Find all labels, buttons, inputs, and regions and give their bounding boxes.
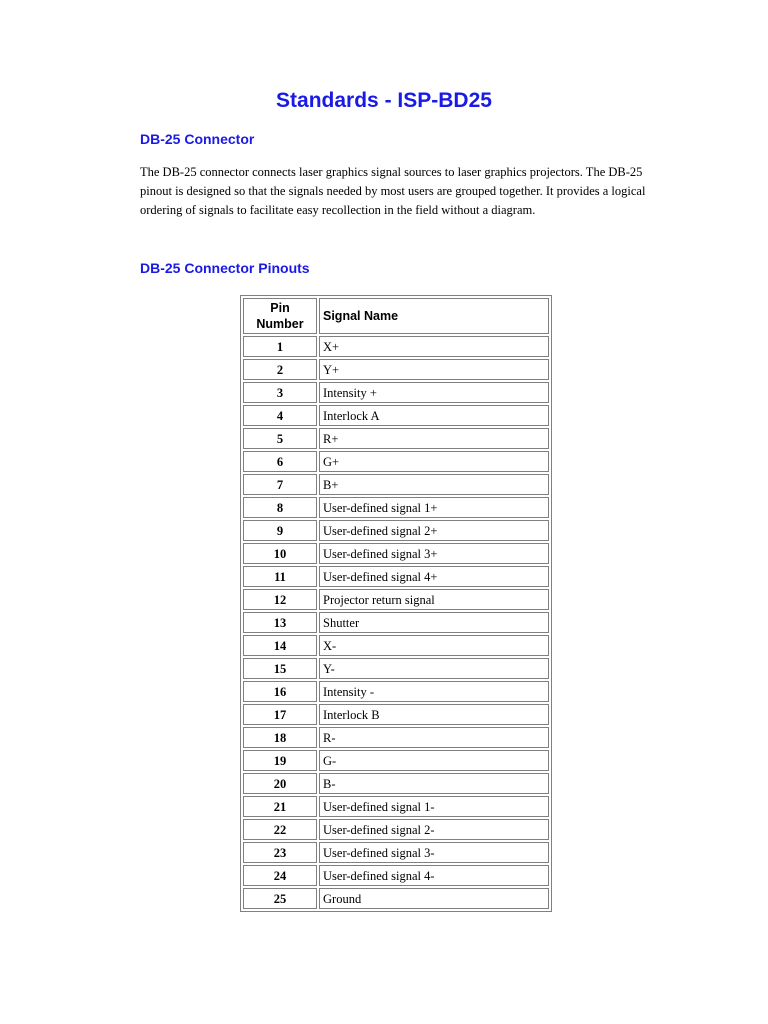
signal-name-cell: Intensity - xyxy=(319,681,549,702)
table-row xyxy=(243,589,549,610)
pin-number-cell: 6 xyxy=(243,451,317,472)
table-row xyxy=(243,382,549,403)
table-row xyxy=(243,888,549,909)
connector-section-heading: DB-25 Connector xyxy=(140,131,255,147)
signal-name-cell: R+ xyxy=(319,428,549,449)
table-row xyxy=(243,796,549,817)
signal-name-cell: Intensity + xyxy=(319,382,549,403)
pin-number-cell: 4 xyxy=(243,405,317,426)
signal-name-cell: B- xyxy=(319,773,549,794)
pin-number-cell: 13 xyxy=(243,612,317,633)
signal-name-cell: User-defined signal 1- xyxy=(319,796,549,817)
pin-number-cell: 21 xyxy=(243,796,317,817)
pin-number-cell: 24 xyxy=(243,865,317,886)
signal-name-cell: Shutter xyxy=(319,612,549,633)
table-row xyxy=(243,520,549,541)
pin-number-cell: 7 xyxy=(243,474,317,495)
pinout-table-header-row xyxy=(243,298,549,334)
pin-number-cell: 23 xyxy=(243,842,317,863)
pinouts-section-heading: DB-25 Connector Pinouts xyxy=(140,260,310,276)
pin-number-cell: 19 xyxy=(243,750,317,771)
table-row xyxy=(243,842,549,863)
signal-name-cell: Ground xyxy=(319,888,549,909)
pin-number-cell: 2 xyxy=(243,359,317,380)
table-row xyxy=(243,658,549,679)
signal-name-cell: Y- xyxy=(319,658,549,679)
signal-name-cell: Interlock A xyxy=(319,405,549,426)
pin-number-cell: 20 xyxy=(243,773,317,794)
signal-name-cell: Y+ xyxy=(319,359,549,380)
table-row xyxy=(243,865,549,886)
table-row xyxy=(243,566,549,587)
pin-number-cell: 15 xyxy=(243,658,317,679)
pin-number-cell: 3 xyxy=(243,382,317,403)
signal-name-cell: User-defined signal 2- xyxy=(319,819,549,840)
pin-number-cell: 14 xyxy=(243,635,317,656)
signal-name-column-header: Signal Name xyxy=(319,298,549,334)
table-row xyxy=(243,474,549,495)
pin-number-cell: 22 xyxy=(243,819,317,840)
table-row xyxy=(243,635,549,656)
pin-number-cell: 17 xyxy=(243,704,317,725)
signal-name-cell: User-defined signal 2+ xyxy=(319,520,549,541)
signal-name-cell: Interlock B xyxy=(319,704,549,725)
table-row xyxy=(243,681,549,702)
signal-name-cell: G+ xyxy=(319,451,549,472)
table-row xyxy=(243,612,549,633)
connector-description: The DB-25 connector connects laser graphics signal sources to laser graphics projectors. The DB-25 pinout is designed so that the signals needed by most users are grouped together. It provides a logical ordering of signals to facilitate easy recollection in the field without a diagram. xyxy=(140,165,646,217)
signal-name-cell: Projector return signal xyxy=(319,589,549,610)
signal-name-cell: R- xyxy=(319,727,549,748)
signal-name-cell: B+ xyxy=(319,474,549,495)
pin-number-column-header: Pin Number xyxy=(243,298,317,334)
signal-name-cell: User-defined signal 3- xyxy=(319,842,549,863)
signal-name-cell: User-defined signal 3+ xyxy=(319,543,549,564)
signal-name-cell: G- xyxy=(319,750,549,771)
pin-number-cell: 10 xyxy=(243,543,317,564)
table-row xyxy=(243,428,549,449)
table-row xyxy=(243,704,549,725)
table-row xyxy=(243,405,549,426)
table-row xyxy=(243,819,549,840)
signal-name-cell: User-defined signal 4+ xyxy=(319,566,549,587)
table-row xyxy=(243,336,549,357)
signal-name-cell: X- xyxy=(319,635,549,656)
pin-number-cell: 12 xyxy=(243,589,317,610)
pinout-table-body xyxy=(243,336,549,909)
table-row xyxy=(243,359,549,380)
pin-number-cell: 8 xyxy=(243,497,317,518)
signal-name-cell: X+ xyxy=(319,336,549,357)
signal-name-cell: User-defined signal 4- xyxy=(319,865,549,886)
pin-number-cell: 18 xyxy=(243,727,317,748)
pin-number-cell: 25 xyxy=(243,888,317,909)
pin-number-cell: 16 xyxy=(243,681,317,702)
table-row xyxy=(243,750,549,771)
table-row xyxy=(243,451,549,472)
signal-name-cell: User-defined signal 1+ xyxy=(319,497,549,518)
page-title: Standards - ISP-BD25 xyxy=(276,89,492,112)
table-row xyxy=(243,727,549,748)
table-row xyxy=(243,543,549,564)
pin-number-cell: 11 xyxy=(243,566,317,587)
pin-number-cell: 5 xyxy=(243,428,317,449)
pin-number-cell: 9 xyxy=(243,520,317,541)
table-row xyxy=(243,773,549,794)
pin-number-cell: 1 xyxy=(243,336,317,357)
pinout-table xyxy=(240,295,552,912)
table-row xyxy=(243,497,549,518)
